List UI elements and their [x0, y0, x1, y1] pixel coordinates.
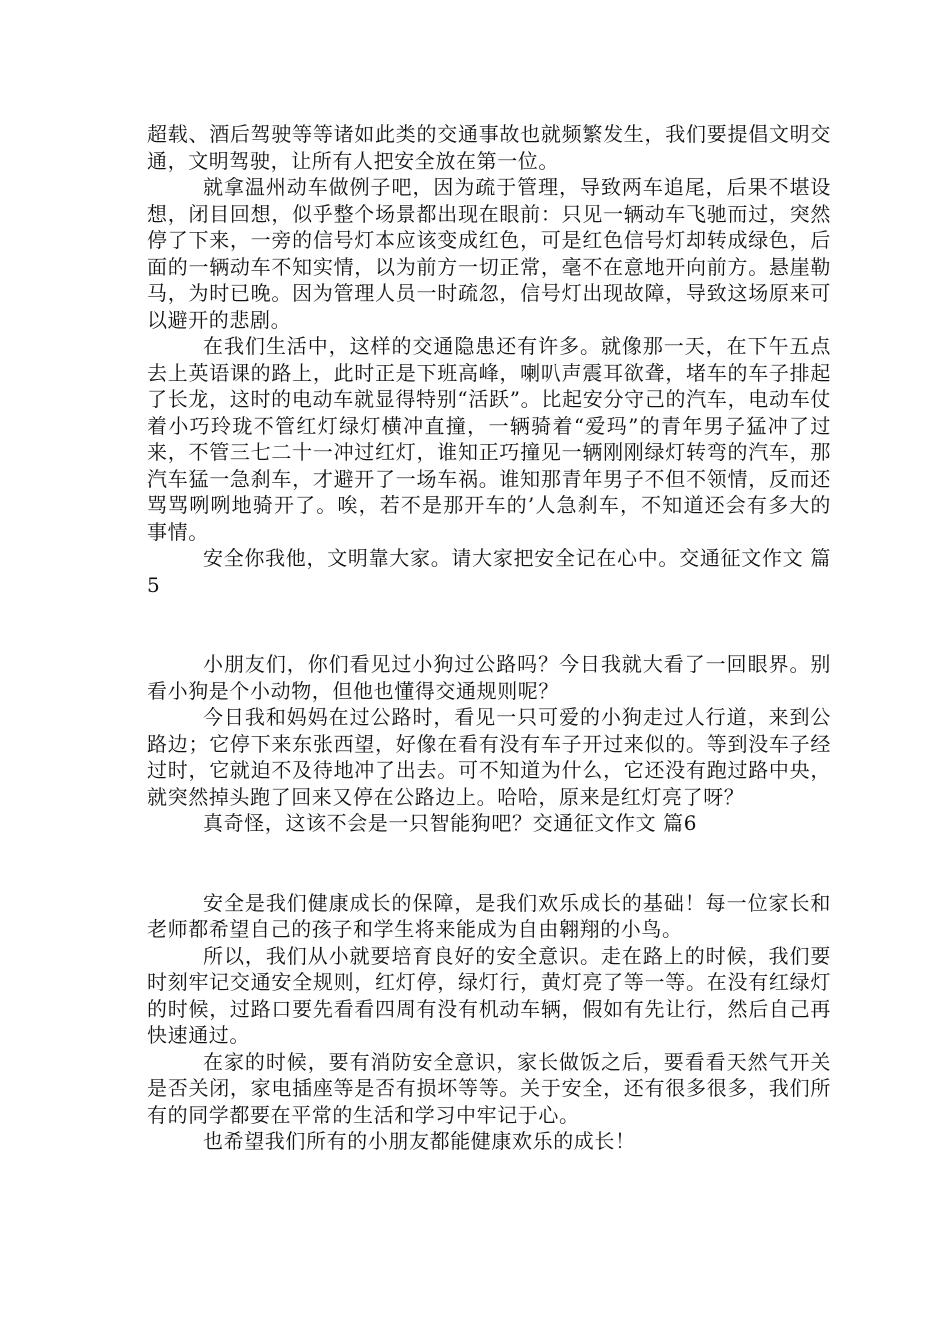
- paragraph: 在我们生活中，这样的交通隐患还有许多。就像那一天，在下午五点去上英语课的路上，此时正是下班高峰，喇叭声震耳欲聋，堵车的车子排起了长龙，这时的电动车就显得特别“活跃”。比起安分守己的汽车，电动车仗着小巧玲珑不管红灯绿灯横冲直撞，一辆骑着“爱玛”的青年男子猛冲了过来，不管三七二十一冲过红灯，谁知正巧撞见一辆刚刚绿灯转弯的汽车，那汽车猛一急刹车，才避开了一场车祸。谁知那青年男子不但不领情，反而还骂骂咧咧地骑开了。唉，若不是那开车的’人急刹车，不知道还会有多大的事情。: [147, 334, 831, 544]
- paragraph: 在家的时候，要有消防安全意识，家长做饭之后，要看看天然气开关是否关闭，家电插座等是否有损坏等等。关于安全，还有很多很多，我们所有的同学都要在平常的生活和学习中牢记于心。: [147, 1049, 831, 1127]
- section-spacer: [147, 837, 831, 890]
- paragraph: 小朋友们，你们看见过小狗过公路吗？今日我就大看了一回眼界。别看小狗是个小动物，但他也懂得交通规则呢？: [147, 652, 831, 703]
- section-spacer: [147, 598, 831, 651]
- paragraph: 就拿温州动车做例子吧，因为疏于管理，导致两车追尾，后果不堪设想，闭目回想，似乎整个场景都出现在眼前：只见一辆动车飞驰而过，突然停了下来，一旁的信号灯本应该变成红色，可是红色信号灯却转成绿色，后面的一辆动车不知实情，以为前方一切正常，毫不在意地开向前方。悬崖勒马，为时已晚。因为管理人员一时疏忽，信号灯出现故障，导致这场原来可以避开的悲剧。: [147, 175, 831, 332]
- document-page: [147, 121, 831, 1155]
- paragraph: 也希望我们所有的小朋友都能健康欢乐的成长！: [203, 1129, 636, 1153]
- paragraph: 安全是我们健康成长的保障，是我们欢乐成长的基础！每一位家长和老师都希望自己的孩子和学生将来能成为自由翱翔的小鸟。: [147, 890, 831, 941]
- paragraph: 今日我和妈妈在过公路时，看见一只可爱的小狗走过人行道，来到公路边；它停下来东张西望，好像在看有没有车子开过来似的。等到没车子经过时，它就迫不及待地冲了出去。可不知道为什么，它还没有跑过路中央，就突然掉头跑了回来又停在公路边上。哈哈，原来是红灯亮了呀？: [147, 705, 831, 809]
- paragraph-section-end: 真奇怪，这该不会是一只智能狗吧？交通征文作文 篇6: [203, 811, 698, 835]
- paragraph: 超载、酒后驾驶等等诸如此类的交通事故也就频繁发生，我们要提倡文明交通，文明驾驶，让所有人把安全放在第一位。: [147, 122, 831, 173]
- paragraph: 所以，我们从小就要培育良好的安全意识。走在路上的时候，我们要时刻牢记交通安全规则，红灯停，绿灯行，黄灯亮了等一等。在没有红绿灯的时候，过路口要先看看四周有没有机动车辆，假如有先让行，然后自己再快速通过。: [147, 943, 831, 1047]
- paragraph-section-end: 安全你我他，文明靠大家。请大家把安全记在心中。交通征文作文 篇5: [147, 546, 831, 597]
